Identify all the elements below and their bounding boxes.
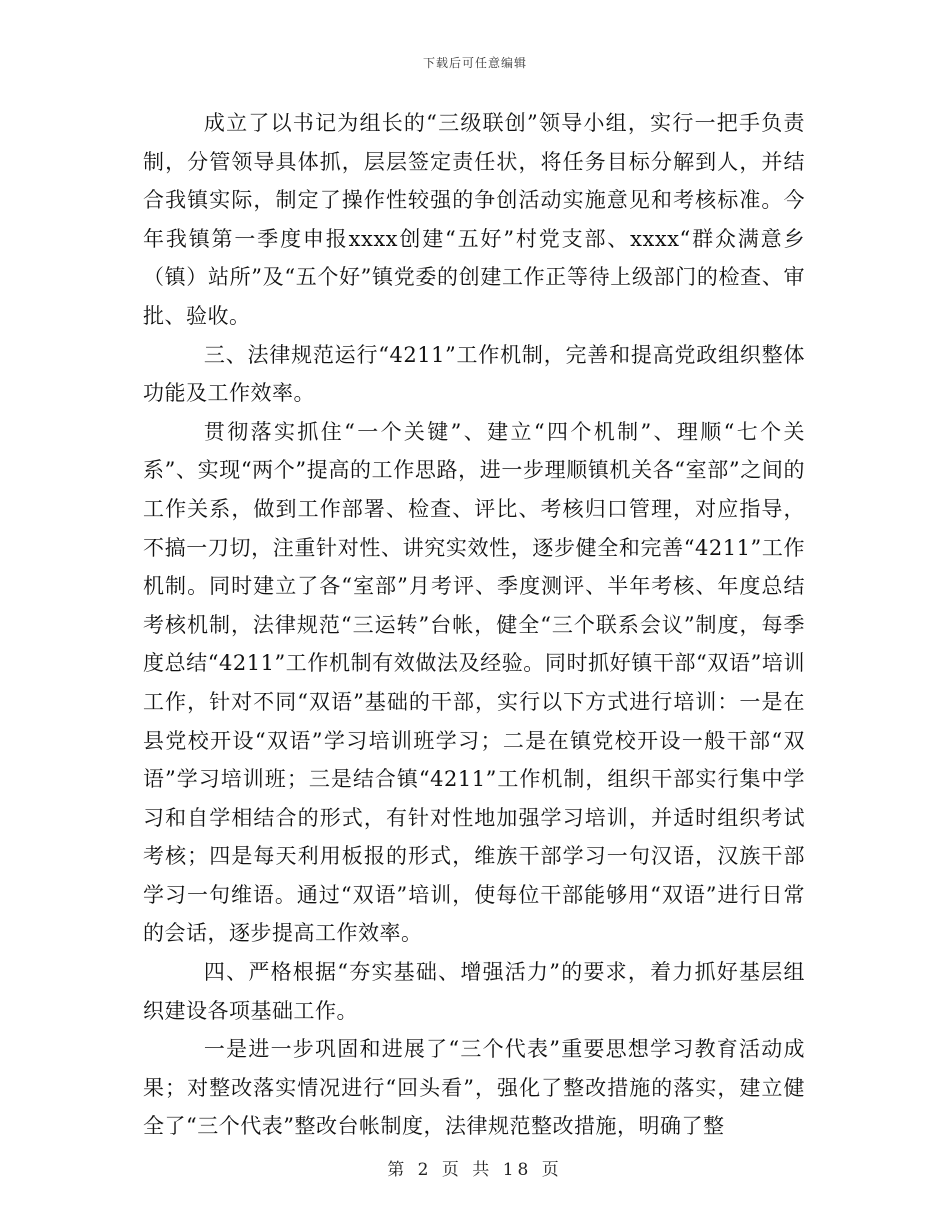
section-heading-3: 三、法律规范运行“4211”工作机制，完善和提高党政组织整体功能及工作效率。 bbox=[143, 342, 805, 406]
paragraph-1: 成立了以书记为组长的“三级联创”领导小组，实行一把手负责制，分管领导具体抓，层层签定责任状，将任务目标分解到人，并结合我镇实际，制定了操作性较强的争创活动实施意见和考核标准。今年我镇第一季度申报xxxx创建“五好”村党支部、xxxx“群众满意乡（镇）站所”及“五个好”镇党委的创建工作正等待上级部门的检查、审批、验收。 bbox=[143, 111, 805, 328]
page-header: 下载后可任意编辑 bbox=[422, 56, 527, 70]
section-heading-4: 四、严格根据“夯实基础、增强活力”的要求，着力抓好基层组织建设各项基础工作。 bbox=[143, 960, 805, 1023]
page-number-footer: 第 2 页 共 18 页 bbox=[387, 1160, 563, 1180]
document-body bbox=[143, 104, 805, 1146]
paragraph-3: 一是进一步巩固和进展了“三个代表”重要思想学习教育活动成果；对整改落实情况进行“回头看”，强化了整改措施的落实，建立健全了“三个代表”整改台帐制度，法律规范整改措施，明确了整 bbox=[143, 1037, 805, 1139]
paragraph-2: 贯彻落实抓住“一个关键”、建立“四个机制”、理顺“七个关系”、实现“两个”提高的工作思路，进一步理顺镇机关各“室部”之间的工作关系，做到工作部署、检查、评比、考核归口管理，对应指导，不搞一刀切，注重针对性、讲究实效性，逐步健全和完善“4211”工作机制。同时建立了各“室部”月考评、季度测评、半年考核、年度总结考核机制，法律规范“三运转”台帐，健全“三个联系会议”制度，每季度总结“4211”工作机制有效做法及经验。同时抓好镇干部“双语”培训工作，针对不同“双语”基础的干部，实行以下方式进行培训：一是在县党校开设“双语”学习培训班学习；二是在镇党校开设一般干部“双语”学习培训班；三是结合镇“4211”工作机制，组织干部实行集中学习和自学相结合的形式，有针对性地加强学习培训，并适时组织考试考核；四是每天利用板报的形式，维族干部学习一句汉语，汉族干部学习一句维语。通过“双语”培训，使每位干部能够用“双语”进行日常的会话，逐步提高工作效率。 bbox=[143, 419, 805, 946]
